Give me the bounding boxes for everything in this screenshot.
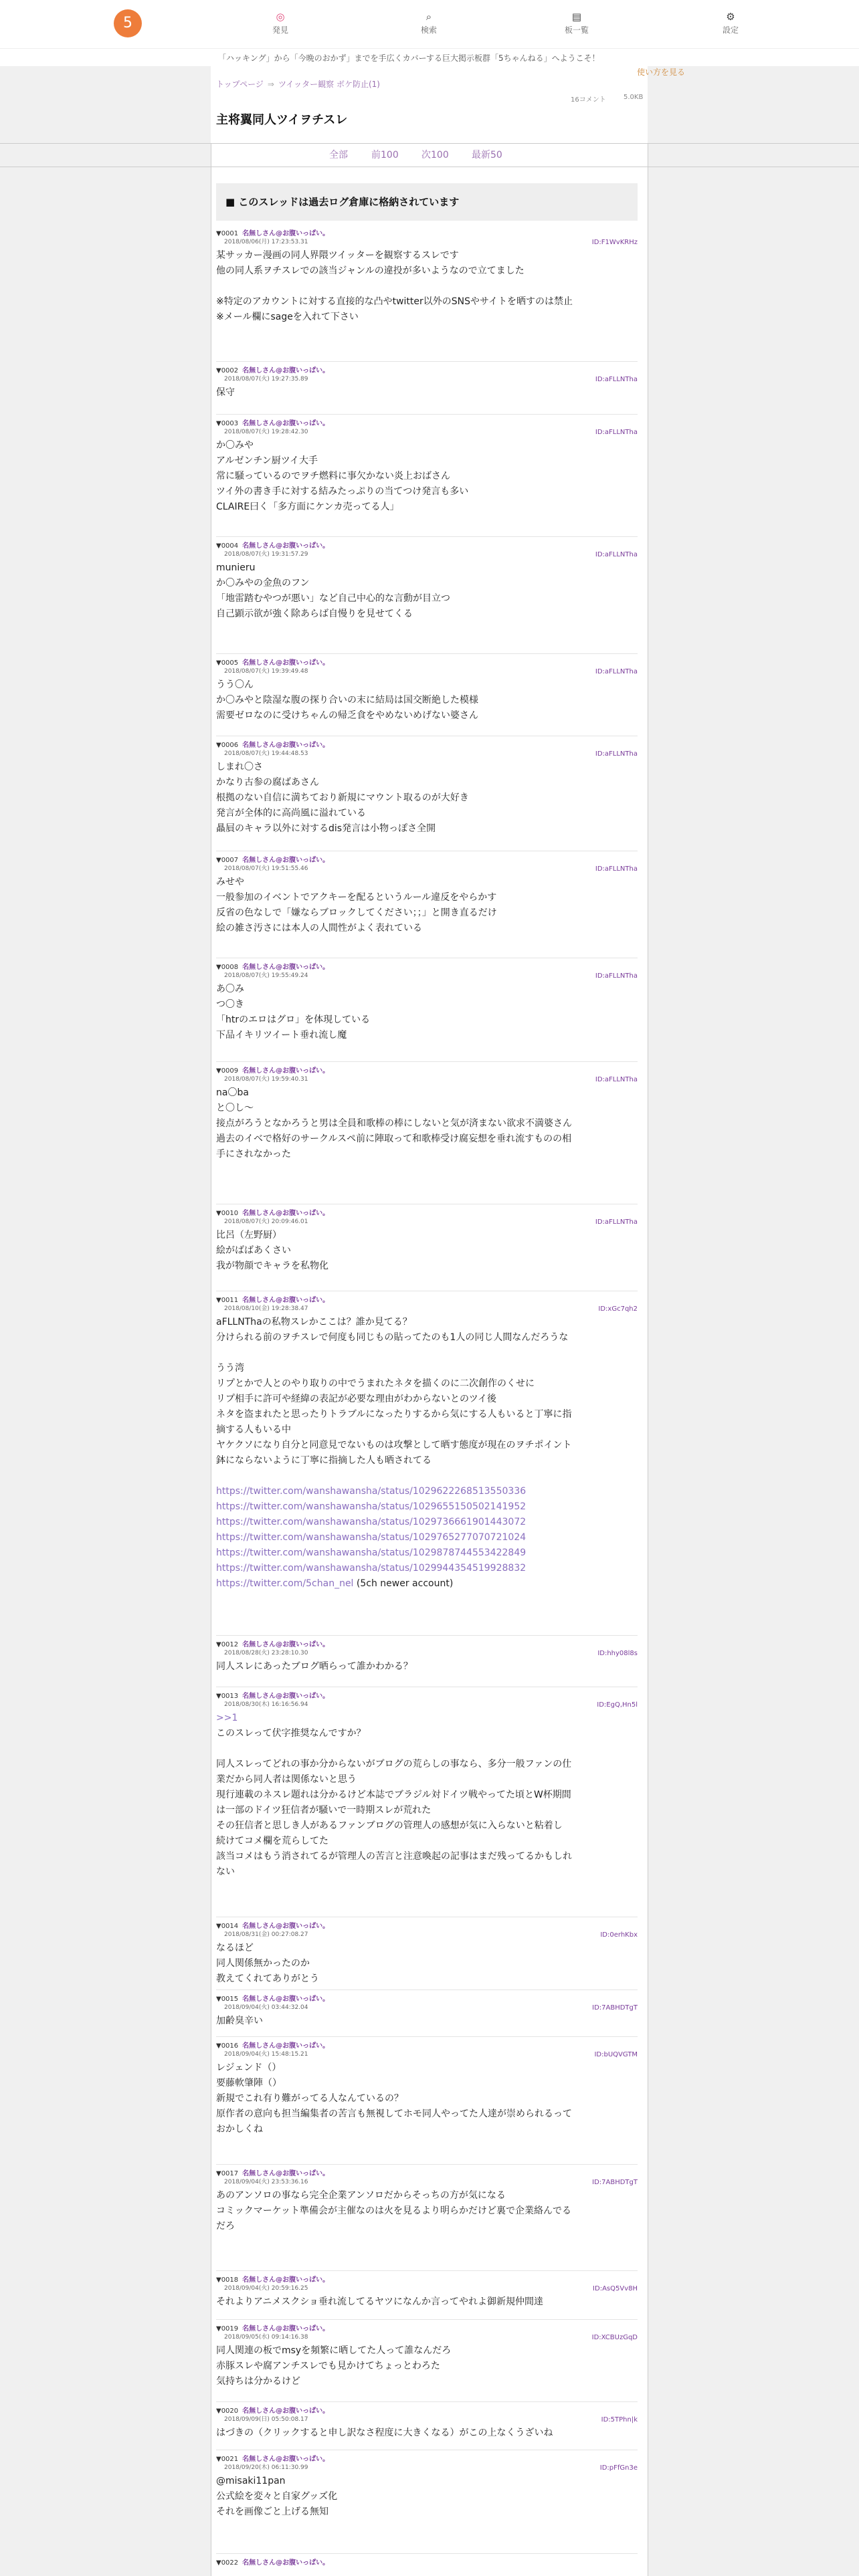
post-user-id[interactable]: ID:aFLLNTha bbox=[595, 1076, 638, 1083]
post-user-id[interactable]: ID:bUQVGTM bbox=[594, 2051, 638, 2058]
site-logo[interactable]: 5 bbox=[114, 9, 142, 37]
post-author: 名無しさん@お腹いっぱい。 bbox=[242, 742, 330, 749]
page-next100-link[interactable]: 次100 bbox=[421, 150, 449, 160]
post-line: @misaki11pan bbox=[216, 2476, 286, 2486]
post-user-id[interactable]: ID:hhy08l8s bbox=[597, 1650, 638, 1657]
post-body bbox=[216, 2060, 638, 2137]
post-body bbox=[216, 1228, 638, 1274]
post-line: 分けられる前のヲチスレで何度も同じもの貼ってたのも1人の同じ人間なんだろうな bbox=[216, 1332, 569, 1343]
post-date: 2018/09/04(火) 03:44:32.04 bbox=[224, 2004, 308, 2011]
post-link[interactable]: https://twitter.com/wanshawansha/status/1029622268513550336 bbox=[216, 1486, 527, 1497]
post-link[interactable]: https://twitter.com/wanshawansha/status/1029655150502141952 bbox=[216, 1501, 527, 1512]
post-header bbox=[216, 419, 638, 428]
post-line: うう湾 bbox=[216, 1363, 244, 1374]
page-latest50-link[interactable]: 最新50 bbox=[472, 150, 502, 160]
post-author: 名無しさん@お腹いっぱい。 bbox=[242, 2407, 330, 2415]
post-number[interactable]: ▼0004 bbox=[216, 542, 239, 550]
post-number[interactable]: ▼0020 bbox=[216, 2407, 239, 2415]
post-user-id[interactable]: ID:AsQ5Vv8H bbox=[593, 2285, 638, 2292]
post bbox=[216, 659, 638, 724]
post-line: それよりアニメスクショ垂れ流してるヤツになんか言ってやれよ御新規仲間達 bbox=[216, 2296, 544, 2307]
post-body bbox=[216, 982, 638, 1043]
post-author: 名無しさん@お腹いっぱい。 bbox=[242, 420, 330, 427]
post-header bbox=[216, 1296, 638, 1305]
post-date: 2018/08/07(火) 19:39:49.48 bbox=[224, 668, 308, 675]
post-number[interactable]: ▼0016 bbox=[216, 2042, 239, 2050]
page-prev100-link[interactable]: 前100 bbox=[371, 150, 399, 160]
post-divider bbox=[216, 2319, 638, 2320]
breadcrumb-home[interactable]: トップページ bbox=[216, 80, 264, 89]
post-header bbox=[216, 741, 638, 750]
post-line: このスレって伏字推奨なんですか？ bbox=[216, 1728, 366, 1739]
post-link[interactable]: https://twitter.com/wanshawansha/status/1029944354519928832 bbox=[216, 1563, 527, 1574]
post-author: 名無しさん@お腹いっぱい。 bbox=[242, 1297, 330, 1304]
post-header bbox=[216, 1995, 638, 2004]
post-date: 2018/09/04(火) 20:59:16.25 bbox=[224, 2285, 308, 2292]
post-link[interactable]: https://twitter.com/wanshawansha/status/1029878744553422849 bbox=[216, 1547, 527, 1558]
post-header bbox=[216, 659, 638, 667]
post-author: 名無しさん@お腹いっぱい。 bbox=[242, 1693, 330, 1700]
post-line: 公式絵を変々と自家グッズ化 bbox=[216, 2491, 338, 2502]
post-header bbox=[216, 2407, 638, 2416]
post-line: 同人スレってどれの事か分からないがブログの荒らしの事なら、多分一般ファンの仕 bbox=[216, 1759, 572, 1769]
post-line bbox=[216, 1346, 638, 1361]
post-date: 2018/08/28(火) 23:28:10.30 bbox=[224, 1650, 308, 1656]
post-header bbox=[216, 2276, 638, 2284]
breadcrumb-arrow-icon: ⇒ bbox=[267, 80, 274, 89]
post-author: 名無しさん@お腹いっぱい。 bbox=[242, 2559, 330, 2567]
post-user-id[interactable]: ID:aFLLNTha bbox=[595, 750, 638, 758]
post-line: 続けてコメ欄を荒らしてた bbox=[216, 1836, 328, 1846]
post-line: うう〇ん bbox=[216, 679, 254, 690]
post-body bbox=[216, 438, 638, 515]
post-line: 反省の色なしで「嫌ならブロックしてください；；」と開き直るだけ bbox=[216, 907, 497, 918]
post-line: その狂信者と思しき人があるファンブログの管理人の感想が気に入らないと粘着し bbox=[216, 1820, 563, 1831]
post-date: 2018/08/07(火) 19:51:55.46 bbox=[224, 865, 308, 872]
post-number[interactable]: ▼0018 bbox=[216, 2276, 239, 2284]
comment-count: 16コメント bbox=[571, 96, 606, 104]
post-number[interactable]: ▼0021 bbox=[216, 2456, 239, 2463]
post-line: アルゼンチン厨ツイ大手 bbox=[216, 455, 318, 466]
post-line: 某サッカー漫画の同人界隈ツイッターを観察するスレです bbox=[216, 250, 459, 261]
post-number[interactable]: ▼0005 bbox=[216, 659, 239, 667]
post-author: 名無しさん@お腹いっぱい。 bbox=[242, 2276, 330, 2284]
post-link-line[interactable] bbox=[216, 1576, 638, 1592]
post-line: na〇ba bbox=[216, 1087, 249, 1098]
post-line: 過去のイベで格好のサークルスペ前に陣取って和歌棒受け腐妄想を垂れ流すものの相 bbox=[216, 1134, 572, 1144]
post-author: 名無しさん@お腹いっぱい。 bbox=[242, 659, 330, 667]
post-number[interactable]: ▼0012 bbox=[216, 1641, 239, 1648]
post bbox=[216, 1922, 638, 1987]
post-divider bbox=[216, 2553, 638, 2554]
post-line: 同人スレにあったブログ晒らって誰かわかる？ bbox=[216, 1661, 413, 1672]
post-author: 名無しさん@お腹いっぱい。 bbox=[242, 1996, 330, 2003]
post-line bbox=[216, 1469, 638, 1484]
page-all-link[interactable]: 全部 bbox=[329, 150, 348, 160]
nav-discover[interactable] bbox=[260, 11, 300, 35]
post-line: ※特定のアカウントに対する直接的な凸やtwitter以外のSNSやサイトを晒すのは禁止 bbox=[216, 296, 573, 307]
list-icon: ▤ bbox=[571, 11, 582, 23]
gear-icon: ⚙ bbox=[726, 11, 735, 23]
post-body bbox=[216, 2294, 638, 2310]
post-line: 絵がばばあくさい bbox=[216, 1245, 291, 1256]
post-number[interactable]: ▼0007 bbox=[216, 857, 239, 864]
post bbox=[216, 1995, 638, 2029]
post-line: 我が物顔でキャラを私物化 bbox=[216, 1261, 328, 1271]
post-body bbox=[216, 1315, 638, 1592]
ticker-text: 「ハッキング」から「今晩のおかず」までを手広くカバーする巨大掲示板群「5ちゃんねる」へようこそ！ bbox=[218, 53, 600, 63]
post-line: ツイ外の書き手に対する結みたっぷりの当てつけ発言も多い bbox=[216, 486, 469, 497]
post-date: 2018/08/07(火) 20:09:46.01 bbox=[224, 1218, 308, 1225]
post-line: 現行連載のネスレ題れは分かるけど本誌でブラジル対ドイツ戦やってた頃とW杯期間 bbox=[216, 1790, 571, 1800]
post-author: 名無しさん@お腹いっぱい。 bbox=[242, 230, 330, 237]
post bbox=[216, 1067, 638, 1162]
post-line: みせや bbox=[216, 877, 244, 887]
post-line: かなり古参の腐ばあさん bbox=[216, 777, 319, 788]
post-author: 名無しさん@お腹いっぱい。 bbox=[242, 1641, 330, 1648]
post-user-id[interactable]: ID:pFfGn3e bbox=[599, 2464, 638, 2472]
post bbox=[216, 1296, 638, 1592]
post-line: 需要ゼロなのに受けちゃんの帰乏食をやめないめげない婆さん bbox=[216, 710, 478, 721]
post-divider bbox=[216, 2401, 638, 2402]
post-author: 名無しさん@お腹いっぱい。 bbox=[242, 542, 330, 550]
post-line: 根拠のない自信に満ちており新規にマウント取るのが大好き bbox=[216, 792, 469, 803]
post-number[interactable]: ▼0008 bbox=[216, 964, 239, 971]
post-line: 贔屓のキャラ以外に対するdis発言は小物っぽさ全開 bbox=[216, 823, 436, 834]
post-line: 該当コメはもう消されてるが管理人の苦言と注意喚起の記事はまだ残ってるかもしれ bbox=[216, 1851, 572, 1862]
post-line: 摘する人もいる中 bbox=[216, 1424, 291, 1435]
post-date: 2018/09/05(水) 09:14:16.38 bbox=[224, 2334, 308, 2341]
post-line: ネタを盗まれたと思ったりトラブルになったりするから気にする人もいると丁寧に指 bbox=[216, 1409, 572, 1420]
post-number[interactable]: ▼0001 bbox=[216, 230, 239, 237]
post-number[interactable]: ▼0009 bbox=[216, 1067, 239, 1075]
post-line: か〇みや bbox=[216, 440, 254, 451]
post-line: はづきの（クリックすると申し訳なさ程度に大きくなる）がこの上なくうざいね bbox=[216, 2428, 553, 2438]
post-line bbox=[216, 1741, 638, 1757]
post-date: 2018/08/07(火) 19:59:40.31 bbox=[224, 1076, 308, 1083]
post-body bbox=[216, 677, 638, 724]
post-header bbox=[216, 2042, 638, 2050]
post-number[interactable]: ▼0015 bbox=[216, 1996, 239, 2003]
post-number[interactable]: ▼0002 bbox=[216, 367, 239, 374]
post-line: だろ bbox=[216, 2221, 235, 2232]
post-user-id[interactable]: ID:7ABHDTgT bbox=[592, 2179, 638, 2186]
post-line: リプ相手に許可や経緯の表記が必要な理由がわからないとのツイ後 bbox=[216, 1394, 497, 1404]
post-line: CLAIRE曰く「多方面にケンカ売ってる人」 bbox=[216, 502, 399, 512]
post-author: 名無しさん@お腹いっぱい。 bbox=[242, 2170, 330, 2177]
post-line: 比呂（左野厨） bbox=[216, 1230, 282, 1241]
nav-board-list[interactable] bbox=[557, 11, 597, 35]
post-line: か〇みやの金魚のフン bbox=[216, 578, 310, 588]
post-user-id[interactable]: ID:7ABHDTgT bbox=[592, 2004, 638, 2012]
post-body bbox=[216, 875, 638, 936]
post-line: レジェンド（） bbox=[216, 2062, 282, 2073]
post-number[interactable]: ▼0019 bbox=[216, 2325, 239, 2333]
post-line: 一般参加のイベントでアクキーを配るというルール違反をやらかす bbox=[216, 892, 497, 903]
post-divider bbox=[216, 2036, 638, 2037]
post-line: 原作者の意向も担当編集者の苦言も無視してホモ同人やってた人達が崇められるって bbox=[216, 2109, 572, 2119]
post-line: 鉢にならないように丁寧に指摘した人も晒されてる bbox=[216, 1455, 432, 1466]
post-body bbox=[216, 2188, 638, 2234]
post-number[interactable]: ▼0022 bbox=[216, 2559, 239, 2567]
post-line: 他の同人系ヲチスレでの該当ジャンルの違投が多いようなので立てました bbox=[216, 265, 524, 276]
post-date: 2018/09/09(日) 05:50:08.17 bbox=[224, 2416, 308, 2423]
post bbox=[216, 2325, 638, 2389]
post-divider bbox=[216, 1635, 638, 1636]
post-date: 2018/08/07(火) 19:55:49.24 bbox=[224, 972, 308, 979]
post bbox=[216, 1209, 638, 1274]
post-body bbox=[216, 560, 638, 622]
archive-notice bbox=[216, 183, 638, 221]
post bbox=[216, 856, 638, 936]
post bbox=[216, 963, 638, 1043]
post-line: それを画像ごと上げる無知 bbox=[216, 2506, 328, 2517]
post-line: 「地雷踏むやつが悪い」など自己中心的な言動が目立つ bbox=[216, 593, 450, 604]
post-link[interactable]: https://twitter.com/wanshawansha/status/1029765277070721024 bbox=[216, 1532, 527, 1543]
post bbox=[216, 366, 638, 401]
post-author: 名無しさん@お腹いっぱい。 bbox=[242, 1210, 330, 1217]
post-body bbox=[216, 1941, 638, 1987]
post-body bbox=[216, 2014, 638, 2029]
post-author: 名無しさん@お腹いっぱい。 bbox=[242, 2325, 330, 2333]
post-link-note: (5ch newer account) bbox=[353, 1578, 454, 1589]
post-header bbox=[216, 542, 638, 550]
post-divider bbox=[216, 1061, 638, 1062]
post-body bbox=[216, 2474, 638, 2520]
post-date: 2018/08/06(月) 17:23:53.31 bbox=[224, 239, 308, 245]
post-line: 「htrのエロはグロ」を体現している bbox=[216, 1014, 371, 1025]
post-line: 下品イキリツイート垂れ流し魔 bbox=[216, 1030, 347, 1041]
post-header bbox=[216, 963, 638, 972]
post-line: つ〇き bbox=[216, 999, 244, 1010]
post-line: か〇みやと陰湿な腹の探り合いの末に結局は国交断絶した模様 bbox=[216, 695, 478, 706]
post-line: 絵の雑さ汚さには本人の人間性がよく表れている bbox=[216, 923, 422, 934]
archive-notice-text: ■ このスレッドは過去ログ倉庫に格納されています bbox=[225, 196, 460, 208]
post-header bbox=[216, 366, 638, 375]
post-user-id[interactable]: ID:aFLLNTha bbox=[595, 668, 638, 675]
post-line: 加齢臭辛い bbox=[216, 2016, 263, 2026]
post-body bbox=[216, 2343, 638, 2389]
post-date: 2018/09/04(火) 15:48:15.21 bbox=[224, 2051, 308, 2058]
post-line: 新規でこれ有り難がってる人なんているの？ bbox=[216, 2093, 403, 2104]
post-body bbox=[216, 385, 638, 401]
post-user-id[interactable]: ID:aFLLNTha bbox=[595, 972, 638, 980]
nav-discover-label: 発見 bbox=[272, 25, 288, 35]
post-date: 2018/08/31(金) 00:27:08.27 bbox=[224, 1931, 308, 1938]
nav-search-label: 検索 bbox=[420, 25, 437, 35]
post-author: 名無しさん@お腹いっぱい。 bbox=[242, 1067, 330, 1075]
post-line: と〇し〜 bbox=[216, 1103, 254, 1113]
post-header bbox=[216, 2455, 638, 2464]
post-date: 2018/08/07(火) 19:27:35.89 bbox=[224, 376, 308, 383]
post-date: 2018/08/07(火) 19:31:57.29 bbox=[224, 551, 308, 558]
thread-size: 5.0KB bbox=[624, 94, 644, 101]
post-body bbox=[216, 1085, 638, 1162]
post-body bbox=[216, 1659, 638, 1675]
post-header bbox=[216, 229, 638, 238]
post bbox=[216, 419, 638, 515]
post-user-id[interactable]: ID:xGc7qh2 bbox=[598, 1305, 638, 1313]
post-line: 手にされなかった bbox=[216, 1149, 291, 1160]
post-line: ない bbox=[216, 1866, 235, 1877]
post-line: しまれ〇さ bbox=[216, 762, 263, 772]
post-header bbox=[216, 2559, 638, 2567]
post-user-id[interactable]: ID:aFLLNTha bbox=[595, 865, 638, 873]
post bbox=[216, 2042, 638, 2137]
post-user-id[interactable]: ID:aFLLNTha bbox=[595, 1218, 638, 1226]
post-number[interactable]: ▼0010 bbox=[216, 1210, 239, 1217]
post-line: munieru bbox=[216, 562, 256, 573]
post-user-id[interactable]: ID:EgQ,Hn5l bbox=[597, 1701, 638, 1709]
post-user-id[interactable]: ID:F1WvKRHz bbox=[591, 239, 638, 246]
post-user-id[interactable]: ID:5TPhn|k bbox=[601, 2416, 638, 2424]
post bbox=[216, 2455, 638, 2520]
post-line: 同人関連の板でmsyを頻繁に晒してた人って誰なんだろ bbox=[216, 2345, 452, 2356]
post bbox=[216, 542, 638, 622]
post bbox=[216, 1640, 638, 1675]
post-number[interactable]: ▼0006 bbox=[216, 742, 239, 749]
nav-search[interactable] bbox=[409, 11, 449, 35]
post-line: おかしくね bbox=[216, 2124, 263, 2135]
breadcrumb bbox=[216, 78, 380, 90]
post-date: 2018/09/20(木) 06:11:30.99 bbox=[224, 2464, 308, 2471]
post-author: 名無しさん@お腹いっぱい。 bbox=[242, 964, 330, 971]
post-body bbox=[216, 1711, 638, 1880]
post-header bbox=[216, 1922, 638, 1931]
post-body bbox=[216, 760, 638, 837]
post-number[interactable]: ▼0003 bbox=[216, 420, 239, 427]
post-body bbox=[216, 2426, 638, 2441]
post-line: 自己顕示欲が強く除あらば自慢りを見せてくる bbox=[216, 609, 413, 619]
post bbox=[216, 229, 638, 325]
post-line: リプとかで人とのやり取りの中でうまれたネタを描くのに二次創作のくせに bbox=[216, 1378, 535, 1389]
post-line: 業だから同人者は関係ないと思う bbox=[216, 1774, 357, 1785]
post-header bbox=[216, 1067, 638, 1075]
post-date: 2018/08/30(木) 16:16:56.94 bbox=[224, 1701, 308, 1708]
post-author: 名無しさん@お腹いっぱい。 bbox=[242, 1923, 330, 1930]
top-navigation-bar bbox=[0, 0, 859, 48]
post bbox=[216, 1692, 638, 1880]
post-line: 保守 bbox=[216, 387, 235, 398]
nav-settings-label: 設定 bbox=[722, 25, 739, 35]
post-divider bbox=[216, 2270, 638, 2271]
post-divider bbox=[216, 2164, 638, 2165]
post-date: 2018/08/07(火) 19:28:42.30 bbox=[224, 429, 308, 435]
compass-icon: ◎ bbox=[276, 11, 285, 23]
post-header bbox=[216, 2169, 638, 2178]
post-line: あのアンソロの事なら完全企業アンソロだからそっちの方が気になる bbox=[216, 2190, 506, 2201]
search-icon: ⌕ bbox=[425, 11, 432, 23]
post bbox=[216, 2407, 638, 2441]
post-line: 赤豚スレや腐アンチスレでも見かけてちょっとわろた bbox=[216, 2361, 440, 2371]
post-line: 同人関係無かったのか bbox=[216, 1958, 310, 1969]
post-header bbox=[216, 2325, 638, 2333]
post bbox=[216, 2276, 638, 2310]
post-date: 2018/08/10(金) 19:28:38.47 bbox=[224, 1305, 308, 1312]
post-date: 2018/08/07(火) 19:44:48.53 bbox=[224, 750, 308, 757]
post bbox=[216, 2169, 638, 2234]
post-user-id[interactable]: ID:XCBUzGqD bbox=[591, 2334, 638, 2341]
how-to-use-link[interactable]: 使い方を見る bbox=[637, 68, 686, 77]
post-header bbox=[216, 1209, 638, 1218]
thread-title: 主将翼同人ツイヲチスレ bbox=[216, 113, 348, 127]
post-line: なるほど bbox=[216, 1943, 254, 1953]
post-author: 名無しさん@お腹いっぱい。 bbox=[242, 2456, 330, 2463]
post-line bbox=[216, 279, 638, 294]
post-author: 名無しさん@お腹いっぱい。 bbox=[242, 857, 330, 864]
post-user-id[interactable]: ID:aFLLNTha bbox=[595, 429, 638, 436]
post-line: コミックマーケット準備会が主催なのは火を見るより明らかだけど裏で企業絡んでる bbox=[216, 2206, 572, 2216]
post-number[interactable]: ▼0013 bbox=[216, 1693, 239, 1700]
post-line: 発言が全体的に高尚風に溢れている bbox=[216, 808, 366, 819]
post-number[interactable]: ▼0014 bbox=[216, 1923, 239, 1930]
post-divider bbox=[216, 653, 638, 654]
post-header bbox=[216, 1692, 638, 1701]
post bbox=[216, 741, 638, 837]
welcome-ticker bbox=[0, 48, 859, 67]
post-line: ヤケクソになり自分と同意見でないものは攻撃として晒す態度が現在のヲチポイント bbox=[216, 1440, 572, 1451]
post-line: 気持ちは分かるけど bbox=[216, 2376, 300, 2387]
post-body bbox=[216, 248, 638, 325]
post-link[interactable]: >>1 bbox=[216, 1713, 238, 1723]
post-user-id[interactable]: ID:aFLLNTha bbox=[595, 376, 638, 383]
post-number[interactable]: ▼0017 bbox=[216, 2170, 239, 2177]
post-author: 名無しさん@お腹いっぱい。 bbox=[242, 2042, 330, 2050]
post-line: aFLLNThaの私物スレかここは？誰か見てる？ bbox=[216, 1317, 412, 1327]
post-link[interactable]: https://twitter.com/5chan_nel bbox=[216, 1578, 354, 1589]
post-line: 常に騒っているのでヲチ燃料に事欠かない炎上おばさん bbox=[216, 471, 450, 481]
divider bbox=[0, 143, 859, 144]
post-line: ※メール欄にsageを入れて下さい bbox=[216, 312, 359, 322]
post-line: 要藤軟肇陣（） bbox=[216, 2078, 282, 2088]
nav-settings[interactable] bbox=[710, 11, 751, 35]
post-author: 名無しさん@お腹いっぱい。 bbox=[242, 367, 330, 374]
post-line: は一部のドイツ狂信者が騒いで一時期スレが荒れた bbox=[216, 1805, 432, 1816]
post-header bbox=[216, 1640, 638, 1649]
post-user-id[interactable]: ID:0erhKbx bbox=[600, 1931, 638, 1939]
post-divider bbox=[216, 414, 638, 415]
post-header bbox=[216, 856, 638, 865]
post-number[interactable]: ▼0011 bbox=[216, 1297, 239, 1304]
post-line: 教えてくれてありがとう bbox=[216, 1973, 319, 1984]
post-line: あ〇み bbox=[216, 984, 244, 994]
post-date: 2018/09/04(火) 23:53:36.16 bbox=[224, 2179, 308, 2185]
post-divider bbox=[216, 536, 638, 537]
post-divider bbox=[216, 361, 638, 362]
nav-board-list-label: 板一覧 bbox=[564, 25, 589, 35]
post-line: 接点がろうとなかろうと男は全員和歌棒の棒にしないと気が済まない欲求不満婆さん bbox=[216, 1118, 572, 1129]
post-user-id[interactable]: ID:aFLLNTha bbox=[595, 551, 638, 558]
breadcrumb-board[interactable]: ツイッター観察 ボケ防止(1) bbox=[278, 80, 380, 89]
post-link[interactable]: https://twitter.com/wanshawansha/status/1029736661901443072 bbox=[216, 1517, 527, 1527]
post bbox=[216, 2559, 638, 2567]
